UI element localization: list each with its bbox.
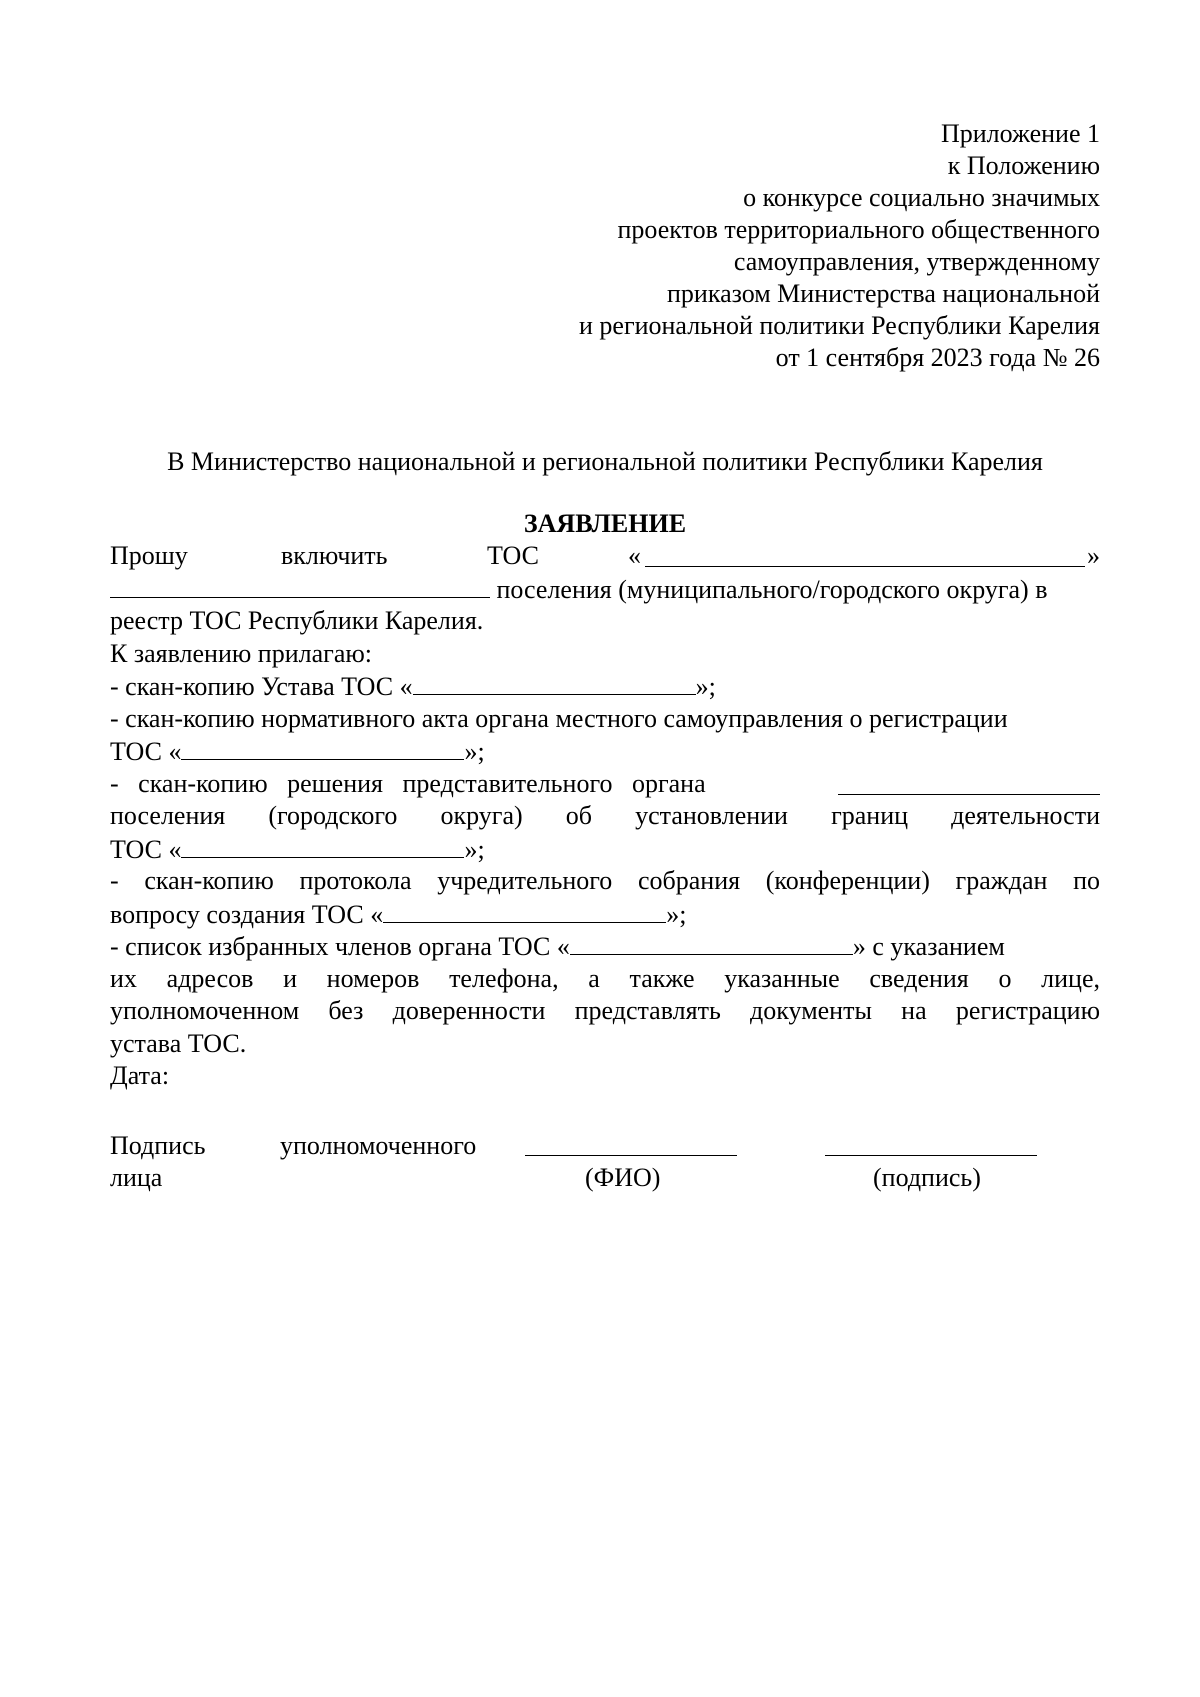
- attachment-item-charter: [110, 670, 1100, 703]
- attachment-end: »;: [464, 834, 485, 864]
- request-text: поселения (муниципального/городского округа) в: [496, 574, 1048, 604]
- attachment-item-boundaries-end: [110, 833, 1100, 866]
- attachment-item-protocol-cont: [110, 898, 1100, 931]
- header-line: проектов территориального общественного: [617, 215, 1100, 244]
- attachment-item-registration: - скан-копию нормативного акта органа местного самоуправления о регистрации: [110, 703, 1008, 733]
- document-page: [110, 0, 1100, 1697]
- attachment-item-members-cont: их адресов и номеров телефона, а также указанные сведения о лице,: [110, 963, 1100, 993]
- fio-caption: (ФИО): [585, 1163, 661, 1192]
- signature-label: лица: [110, 1163, 163, 1192]
- header-line: о конкурсе социально значимых: [743, 183, 1100, 212]
- header-line: приказом Министерства национальной: [667, 279, 1100, 308]
- boundaries-blank: [181, 833, 464, 858]
- open-quote: «: [628, 541, 641, 570]
- attachment-text: ТОС «: [110, 737, 182, 766]
- protocol-blank: [383, 898, 666, 923]
- fio-blank: [525, 1155, 737, 1156]
- attachment-item-boundaries: [110, 768, 1100, 801]
- request-word: ТОС: [487, 541, 539, 570]
- close-quote: »: [1087, 541, 1100, 570]
- representative-body-blank: [838, 770, 1100, 795]
- addressee: В Министерство национальной и региональной политики Республики Карелия: [167, 447, 1043, 476]
- attachment-end: »;: [666, 899, 687, 929]
- request-line-2: [110, 573, 1100, 606]
- registration-blank: [181, 735, 464, 760]
- attachment-item-protocol: - скан-копию протокола учредительного собрания (конференции) граждан по: [110, 866, 1100, 895]
- signature-label: уполномоченного: [280, 1131, 477, 1160]
- signature-label: Подпись: [110, 1131, 206, 1160]
- settlement-blank: [110, 573, 490, 598]
- attachment-text: вопросу создания ТОС «: [110, 899, 384, 929]
- attachment-end: »;: [695, 672, 716, 701]
- charter-blank: [413, 670, 696, 695]
- request-word: Прошу: [110, 541, 188, 570]
- header-line: Приложение 1: [940, 119, 1100, 148]
- attachment-text: » с указанием: [852, 932, 1005, 961]
- signature-blank: [825, 1155, 1037, 1156]
- header-line: самоуправления, утвержденному: [733, 247, 1100, 276]
- members-blank: [570, 930, 853, 955]
- attachment-text: - скан-копию решения представительного органа: [110, 768, 706, 798]
- request-line-1: [110, 540, 1100, 573]
- header-line: и региональной политики Республики Карелия: [578, 311, 1100, 340]
- attachment-item-members: [110, 930, 1100, 963]
- attachment-item-members-end: устава ТОС.: [110, 1028, 247, 1058]
- appendix-header: [500, 118, 1100, 374]
- signature-caption: (подпись): [873, 1163, 981, 1192]
- signature-block: [110, 1130, 1100, 1200]
- header-line: к Положению: [947, 151, 1100, 180]
- attachment-text: - скан-копию Устава ТОС «: [110, 672, 413, 701]
- application-body: [110, 540, 1100, 1093]
- attachment-text: - список избранных членов органа ТОС «: [110, 932, 570, 961]
- tos-name-blank: [645, 542, 1085, 567]
- attachment-item-members-cont: уполномоченном без доверенности представлять документы на регистрацию: [110, 996, 1100, 1025]
- header-line: от 1 сентября 2023 года № 26: [775, 343, 1100, 372]
- document-title: ЗАЯВЛЕНИЕ: [523, 509, 687, 538]
- date-label: Дата:: [110, 1061, 170, 1090]
- attachments-intro: К заявлению прилагаю:: [110, 638, 373, 668]
- attachment-text: ТОС «: [110, 834, 182, 864]
- attachment-item-registration-cont: [110, 735, 1100, 768]
- attachment-item-boundaries-cont: поселения (городского округа) об установлении границ деятельности: [110, 801, 1100, 830]
- request-line-3: реестр ТОС Республики Карелия.: [110, 606, 484, 635]
- attachment-end: »;: [464, 737, 485, 766]
- request-word: включить: [281, 541, 388, 570]
